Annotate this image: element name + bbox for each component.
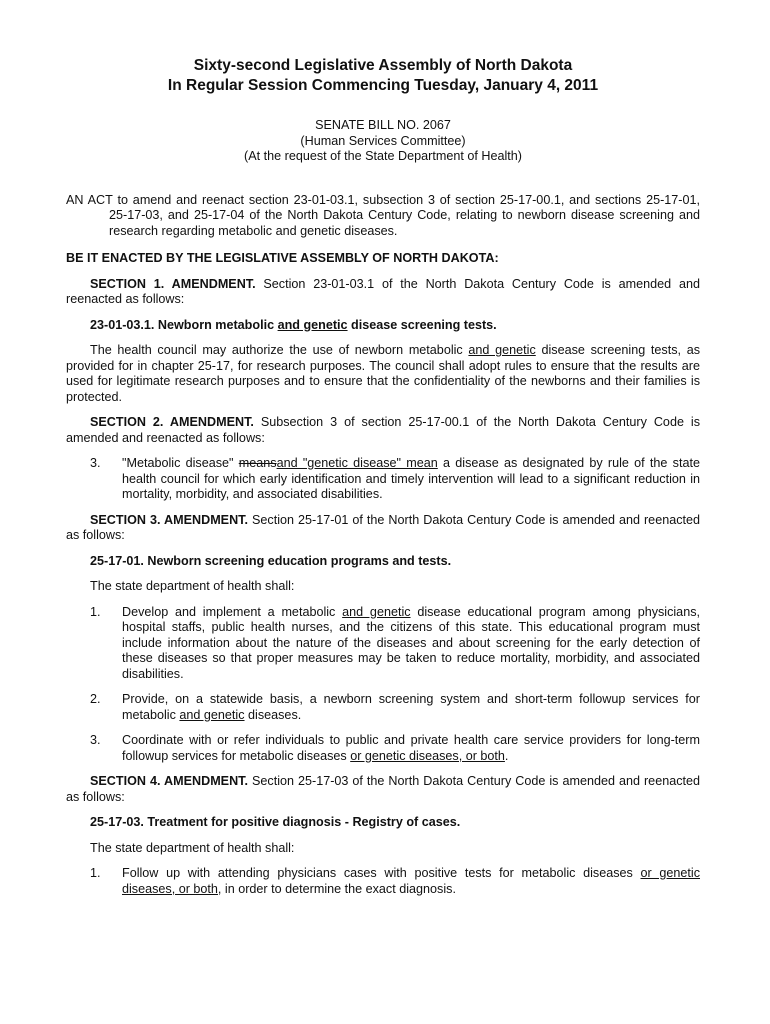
item-body bbox=[122, 692, 700, 723]
section-3-item-3 bbox=[66, 733, 700, 764]
body-text: Provide, on a statewide basis, a newborn screening system and short-term followup services for metabolic bbox=[122, 692, 700, 722]
committee-name: (Human Services Committee) bbox=[300, 133, 466, 148]
section-1-text: Section 23-01-03.1 of the North Dakota Century Code is amended and reenacted as follows: bbox=[66, 276, 700, 306]
heading-text: 23-01-03.1. Newborn metabolic bbox=[90, 317, 278, 332]
section-4-text: Section 25-17-03 of the North Dakota Century Code is amended and reenacted as follows: bbox=[66, 774, 701, 804]
item-body bbox=[122, 456, 700, 503]
enacting-clause: BE IT ENACTED BY THE LEGISLATIVE ASSEMBLY OF NORTH DAKOTA: bbox=[66, 251, 499, 265]
body-text: diseases. bbox=[244, 707, 302, 722]
section-1-heading bbox=[66, 318, 700, 334]
item-number: 2. bbox=[90, 692, 101, 706]
body-text: "Metabolic disease" bbox=[122, 456, 239, 470]
bill-number: SENATE BILL NO. 2067 bbox=[315, 118, 451, 132]
section-2-label: SECTION 2. AMENDMENT. bbox=[90, 415, 254, 429]
section-3-intro bbox=[66, 513, 700, 544]
act-title: AN ACT to amend and reenact section 23-01-03.1, subsection 3 of section 25-17-00.1, and sections 25-17-01, 25-17-03, and 25-17-04 of the North Dakota Century Code, relating to newborn disease screening and research regarding metabolic and genetic diseases. bbox=[66, 192, 700, 238]
inserted-text: and genetic bbox=[468, 343, 536, 357]
inserted-text: and genetic bbox=[342, 604, 411, 619]
body-text: The health council may authorize the use of newborn metabolic bbox=[90, 343, 469, 357]
section-2-item bbox=[66, 456, 700, 503]
section-3-text: Section 25-17-01 of the North Dakota Century Code is amended and reenacted as follows: bbox=[66, 512, 701, 542]
body-text: disease screening tests, as provided for in chapter 25-17, for research purposes. The council shall adopt rules to ensure that the results are used for legitimate research purposes and to ensure that the confidentiality of the newborns and their families is protected. bbox=[66, 343, 701, 404]
item-number: 3. bbox=[90, 733, 101, 747]
section-4-label: SECTION 4. AMENDMENT. bbox=[90, 774, 248, 788]
request-note: (At the request of the State Department of Health) bbox=[244, 149, 522, 163]
section-4-heading: 25-17-03. Treatment for positive diagnosis - Registry of cases. bbox=[90, 815, 461, 829]
section-4-intro bbox=[66, 774, 700, 805]
section-3-label: SECTION 3. AMENDMENT. bbox=[90, 512, 248, 527]
inserted-text: and genetic bbox=[179, 707, 245, 722]
section-1-body bbox=[66, 343, 700, 405]
section-4-item-1 bbox=[66, 866, 700, 897]
item-number: 1. bbox=[90, 866, 101, 880]
body-text: Coordinate with or refer individuals to public and private health care service providers for long-term followup services for metabolic diseases bbox=[122, 733, 700, 763]
inserted-text: or genetic diseases, or both bbox=[350, 748, 505, 763]
body-text: disease educational program among physicians, hospital staffs, public health nurses, and the citizens of this state. This educational program must include information about the nature of the diseases and about screening for the early detection of these diseases so that proper measures may be taken to reduce mortality, morbidity, and associated disabilities. bbox=[122, 604, 700, 681]
inserted-text: and "genetic disease" mean bbox=[276, 456, 438, 470]
item-body bbox=[122, 605, 700, 683]
heading-text: disease screening tests. bbox=[347, 317, 497, 332]
item-number: 3. bbox=[90, 456, 101, 470]
item-number: 1. bbox=[90, 604, 101, 619]
body-text: Develop and implement a metabolic bbox=[122, 604, 343, 619]
section-3-lead: The state department of health shall: bbox=[90, 579, 295, 593]
session-title: In Regular Session Commencing Tuesday, January 4, 2011 bbox=[167, 77, 599, 94]
deleted-text: means bbox=[238, 456, 277, 470]
assembly-title: Sixty-second Legislative Assembly of North Dakota bbox=[193, 57, 573, 74]
item-body bbox=[122, 866, 700, 897]
body-text: . bbox=[504, 748, 509, 763]
section-3-item-2 bbox=[66, 692, 700, 723]
item-body bbox=[122, 733, 700, 764]
section-1-label: SECTION 1. AMENDMENT. bbox=[90, 276, 256, 291]
section-4-lead: The state department of health shall: bbox=[90, 840, 295, 855]
body-text: Follow up with attending physicians cases with positive tests for metabolic diseases bbox=[122, 866, 641, 880]
body-text: in order to determine the exact diagnosis. bbox=[221, 881, 456, 896]
inserted-text: and genetic bbox=[277, 317, 348, 332]
section-2-text: Subsection 3 of section 25-17-00.1 of the North Dakota Century Code is amended and reenacted as follows: bbox=[66, 415, 700, 445]
section-2-intro bbox=[66, 415, 700, 446]
section-3-heading: 25-17-01. Newborn screening education programs and tests. bbox=[90, 553, 452, 568]
body-text: a disease as designated by rule of the state health council for which early identification and timely intervention will lead to a significant reduction in mortality, morbidity, and associated disabilities. bbox=[122, 456, 700, 501]
inserted-text: or genetic diseases, or both, bbox=[122, 866, 700, 896]
section-1-intro bbox=[66, 277, 700, 308]
section-3-item-1 bbox=[66, 605, 700, 683]
